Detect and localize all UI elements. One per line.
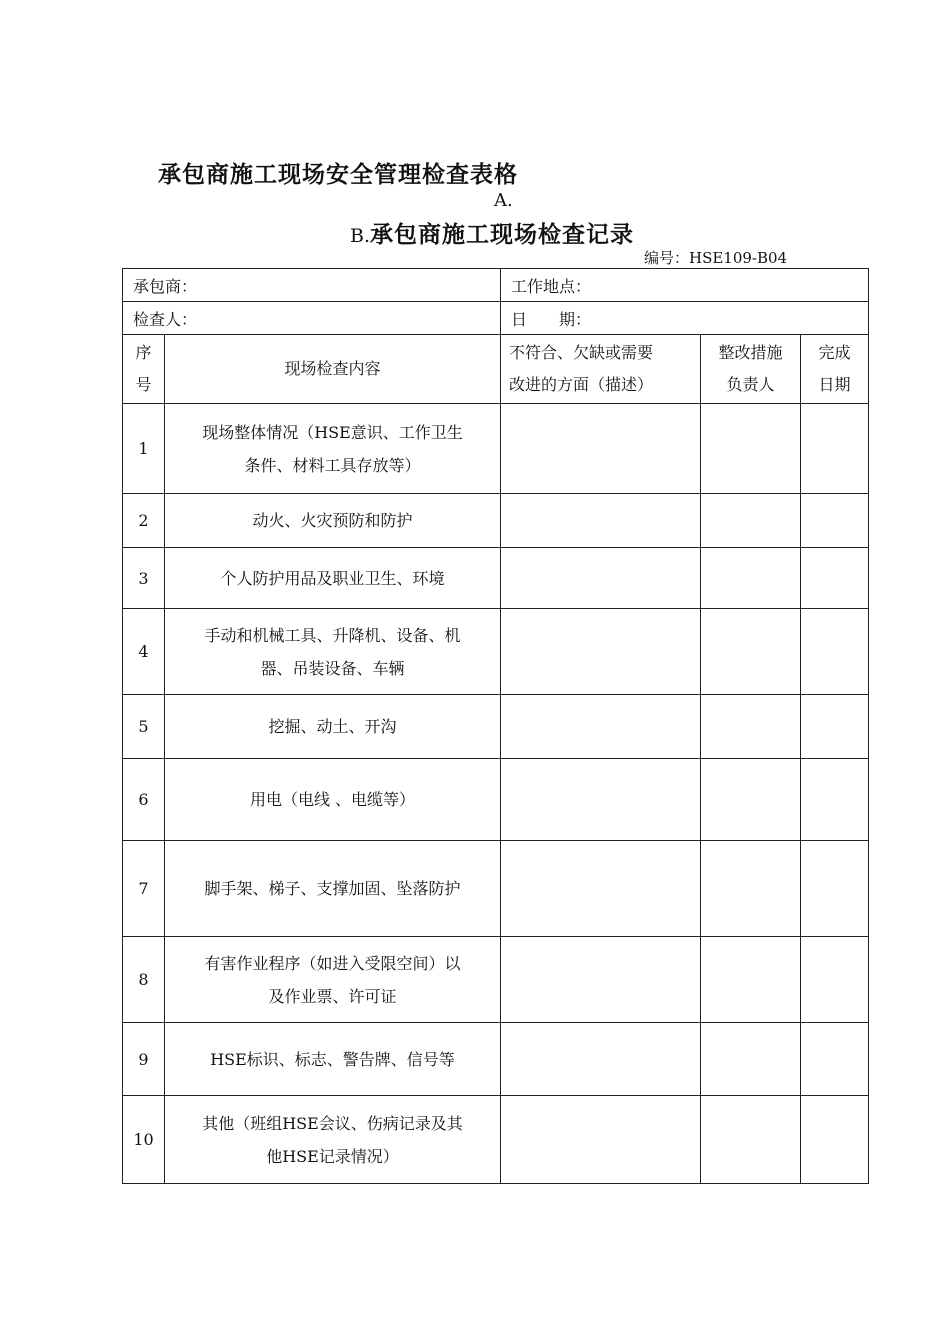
date-field[interactable] [501,302,869,335]
contractor-field[interactable] [123,269,501,302]
date-label: 日 期： [511,309,592,329]
owner-cell[interactable] [701,609,801,695]
document-code: 编号：HSE109-B04 [644,249,788,267]
item-line1: 手动和机械工具、升降机、设备、机 [204,625,461,645]
table-row [123,1023,869,1096]
owner-cell[interactable] [701,494,801,548]
done-date-cell[interactable] [801,841,869,937]
item-line2: 器、吊装设备、车辆 [260,658,405,678]
done-date-cell[interactable] [801,404,869,494]
item-content [165,609,501,695]
section-a-label: A. [494,190,513,211]
header-content-label: 现场检查内容 [284,359,381,378]
header-done-line1: 完成 [818,343,851,362]
header-no-line2: 号 [135,375,152,394]
issue-cell[interactable] [501,494,701,548]
owner-cell[interactable] [701,404,801,494]
item-content [165,548,501,609]
header-owner [701,335,801,404]
owner-cell[interactable] [701,695,801,759]
issue-cell[interactable] [501,937,701,1023]
section-b-letter: B. [350,225,371,247]
table-row [123,548,869,609]
section-b-heading [350,216,634,249]
item-line1: 其他（班组HSE会议、伤病记录及其 [202,1113,463,1133]
table-row [123,695,869,759]
item-number: 7 [123,841,165,937]
item-number: 8 [123,937,165,1023]
header-done [801,335,869,404]
item-line1: 现场整体情况（HSE意识、工作卫生 [202,422,463,442]
item-content [165,1023,501,1096]
issue-cell[interactable] [501,759,701,841]
owner-cell[interactable] [701,937,801,1023]
issue-cell[interactable] [501,609,701,695]
header-content [165,335,501,404]
header-issue-line2: 改进的方面（描述） [509,375,654,394]
location-field[interactable] [501,269,869,302]
item-content [165,759,501,841]
done-date-cell[interactable] [801,759,869,841]
issue-cell[interactable] [501,404,701,494]
done-date-cell[interactable] [801,494,869,548]
item-number: 2 [123,494,165,548]
inspector-field[interactable] [123,302,501,335]
item-number: 9 [123,1023,165,1096]
item-number: 5 [123,695,165,759]
item-content [165,937,501,1023]
item-content [165,695,501,759]
owner-cell[interactable] [701,1023,801,1096]
issue-cell[interactable] [501,695,701,759]
contractor-label: 承包商： [133,276,198,296]
owner-cell[interactable] [701,548,801,609]
item-line1: HSE标识、标志、警告牌、信号等 [210,1049,455,1069]
owner-cell[interactable] [701,841,801,937]
section-b-title: 承包商施工现场检查记录 [370,222,635,248]
item-line1: 脚手架、梯子、支撑加固、坠落防护 [204,879,461,898]
header-issue [501,335,701,404]
item-content [165,1096,501,1184]
header-issue-line1: 不符合、欠缺或需要 [509,343,654,362]
item-number: 3 [123,548,165,609]
inspector-label: 检查人： [133,309,198,329]
table-row [123,404,869,494]
item-number: 6 [123,759,165,841]
owner-cell[interactable] [701,1096,801,1184]
item-content [165,841,501,937]
item-line1: 有害作业程序（如进入受限空间）以 [204,953,461,973]
item-number: 4 [123,609,165,695]
done-date-cell[interactable] [801,937,869,1023]
item-content [165,494,501,548]
done-date-cell[interactable] [801,695,869,759]
location-label: 工作地点： [511,276,592,296]
inspection-table [122,268,869,1184]
item-line1: 动火、火灾预防和防护 [252,511,413,530]
done-date-cell[interactable] [801,609,869,695]
issue-cell[interactable] [501,1096,701,1184]
issue-cell[interactable] [501,1023,701,1096]
item-line2: 他HSE记录情况） [266,1146,399,1166]
done-date-cell[interactable] [801,1023,869,1096]
issue-cell[interactable] [501,548,701,609]
header-done-line2: 日期 [818,375,851,394]
item-line1: 用电（电线 、电缆等） [249,790,416,809]
inspector-row [123,302,869,335]
header-row [123,335,869,404]
item-line1: 挖掘、动土、开沟 [268,717,397,736]
document-title: 承包商施工现场安全管理检查表格 [158,162,518,188]
header-no-line1: 序 [135,343,152,362]
table-row [123,494,869,548]
done-date-cell[interactable] [801,1096,869,1184]
done-date-cell[interactable] [801,548,869,609]
header-no [123,335,165,404]
owner-cell[interactable] [701,759,801,841]
table-row [123,759,869,841]
header-owner-line1: 整改措施 [718,343,783,362]
table-row [123,841,869,937]
item-number: 1 [123,404,165,494]
header-owner-line2: 负责人 [726,375,775,394]
item-line2: 及作业票、许可证 [268,986,397,1006]
contractor-row [123,269,869,302]
table-row [123,937,869,1023]
table-row [123,1096,869,1184]
item-line2: 条件、材料工具存放等） [244,455,421,475]
item-line1: 个人防护用品及职业卫生、环境 [220,568,445,588]
item-number: 10 [123,1096,165,1184]
issue-cell[interactable] [501,841,701,937]
item-content [165,404,501,494]
table-row [123,609,869,695]
